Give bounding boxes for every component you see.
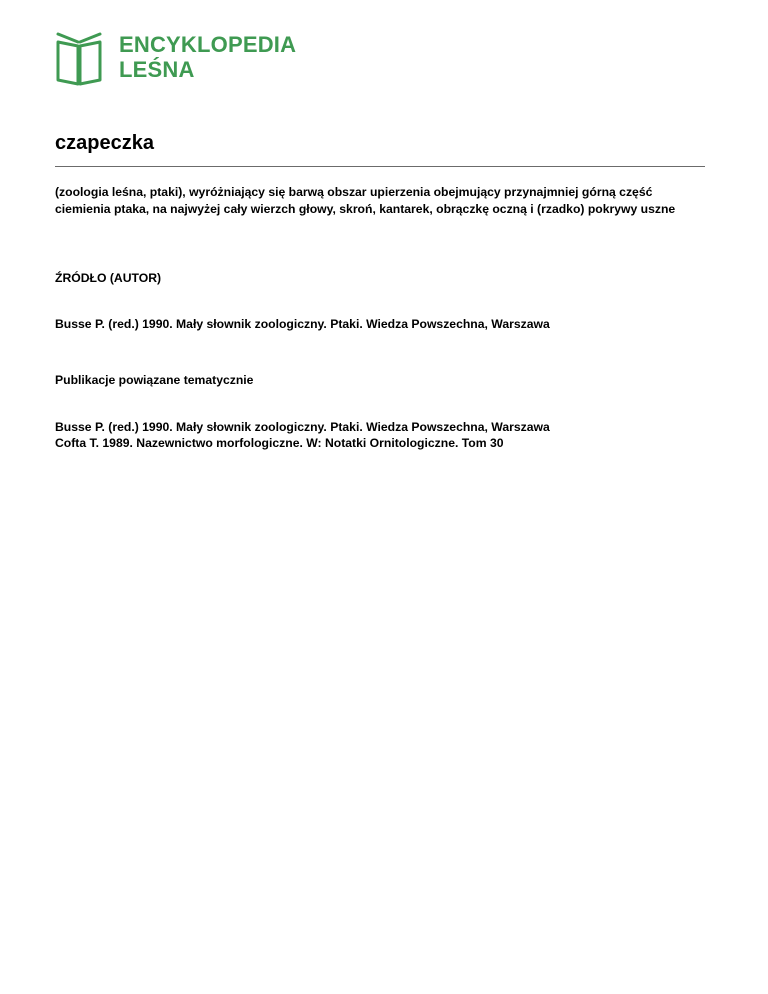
site-logo[interactable] — [55, 32, 296, 86]
source-citation: Busse P. (red.) 1990. Mały słownik zoologiczny. Ptaki. Wiedza Powszechna, Warszawa — [55, 317, 550, 331]
related-heading: Publikacje powiązane tematycznie — [55, 373, 254, 387]
open-book-icon — [55, 32, 103, 86]
logo-wordmark — [119, 32, 296, 82]
source-heading: ŹRÓDŁO (AUTOR) — [55, 271, 162, 285]
entry-title: czapeczka — [55, 132, 154, 154]
logo-line-1: ENCYKLOPEDIA — [119, 32, 297, 57]
logo-line-2: LEŚNA — [119, 57, 195, 82]
entry-definition: (zoologia leśna, ptaki), wyróżniający się barwą obszar upierzenia obejmujący przynajmniej górną część ciemienia ptaka, na najwyżej cały wierzch głowy, skroń, kantarek, obrączkę oczną i (rzadko) pokrywy uszne — [55, 185, 676, 216]
related-item: Busse P. (red.) 1990. Mały słownik zoologiczny. Ptaki. Wiedza Powszechna, Warszawa — [55, 420, 550, 434]
related-list — [55, 419, 550, 451]
title-divider — [55, 166, 705, 167]
related-item: Cofta T. 1989. Nazewnictwo morfologiczne. W: Notatki Ornitologiczne. Tom 30 — [55, 436, 504, 450]
